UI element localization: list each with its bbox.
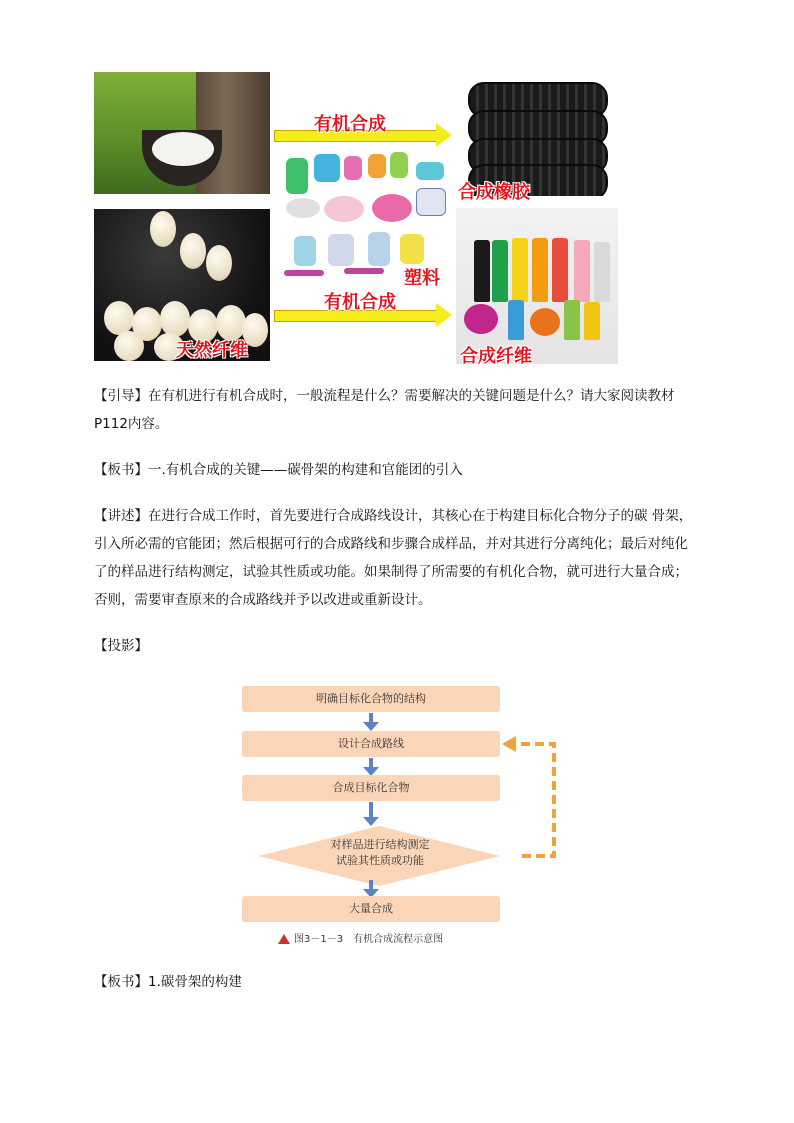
flow-feedback-loop-arrow [502, 734, 562, 858]
flow-step-design-route: 设计合成路线 [242, 731, 500, 757]
materials-illustration [94, 72, 618, 367]
flow-step-test-line1: 对样品进行结构测定 [330, 838, 430, 851]
flow-step-structure: 明确目标化合物的结构 [242, 686, 500, 712]
synthesis-flowchart [230, 680, 570, 950]
plastic-label: 塑料 [404, 268, 440, 289]
flow-arrow-3 [367, 802, 375, 826]
flow-step-mass-synthesis: 大量合成 [242, 896, 500, 922]
guide-paragraph: 【引导】在有机进行有机合成时，一般流程是什么？需要解决的关键问题是什么？请大家阅读教材P112内容。 [94, 388, 675, 432]
top-arrow-label: 有机合成 [314, 114, 386, 135]
synthetic-rubber-label: 合成橡胶 [458, 182, 530, 203]
flow-arrow-1 [367, 713, 375, 731]
bottom-arrow-label: 有机合成 [324, 292, 396, 313]
lecture-paragraph: 【讲述】在进行合成工作时，首先要进行合成路线设计，其核心在于构建目标化合物分子的碳 骨架，引入所必需的官能团；然后根据可行的合成路线和步骤合成样品，并对其进行分离纯化；最后对纯化了的样品进行结构测定，试验其性质或功能。如果制得了所需要的有机化合物，就可进行大量合成；否则，需要审查原来的合成路线并予以改进或重新设计。 [94, 508, 693, 608]
board-heading-1: 【板书】一.有机合成的关键——碳骨架的构建和官能团的引入 [94, 462, 463, 478]
natural-fiber-label: 天然纤维 [176, 340, 248, 361]
board-heading-2: 【板书】1.碳骨架的构建 [94, 974, 242, 990]
projection-label: 【投影】 [94, 638, 148, 654]
caption-triangle-icon [278, 934, 290, 944]
synthetic-fiber-label: 合成纤维 [460, 346, 532, 367]
flow-arrow-2 [367, 758, 375, 776]
flowchart-caption-text: 图3－1－3 有机合成流程示意图 [294, 934, 444, 945]
flow-step-synthesize: 合成目标化合物 [242, 775, 500, 801]
flowchart-caption [278, 930, 443, 945]
latex-tapping-photo [94, 72, 270, 194]
flow-step-test-line2: 试验其性质或功能 [336, 854, 424, 867]
yarn-spools-photo [456, 208, 618, 364]
